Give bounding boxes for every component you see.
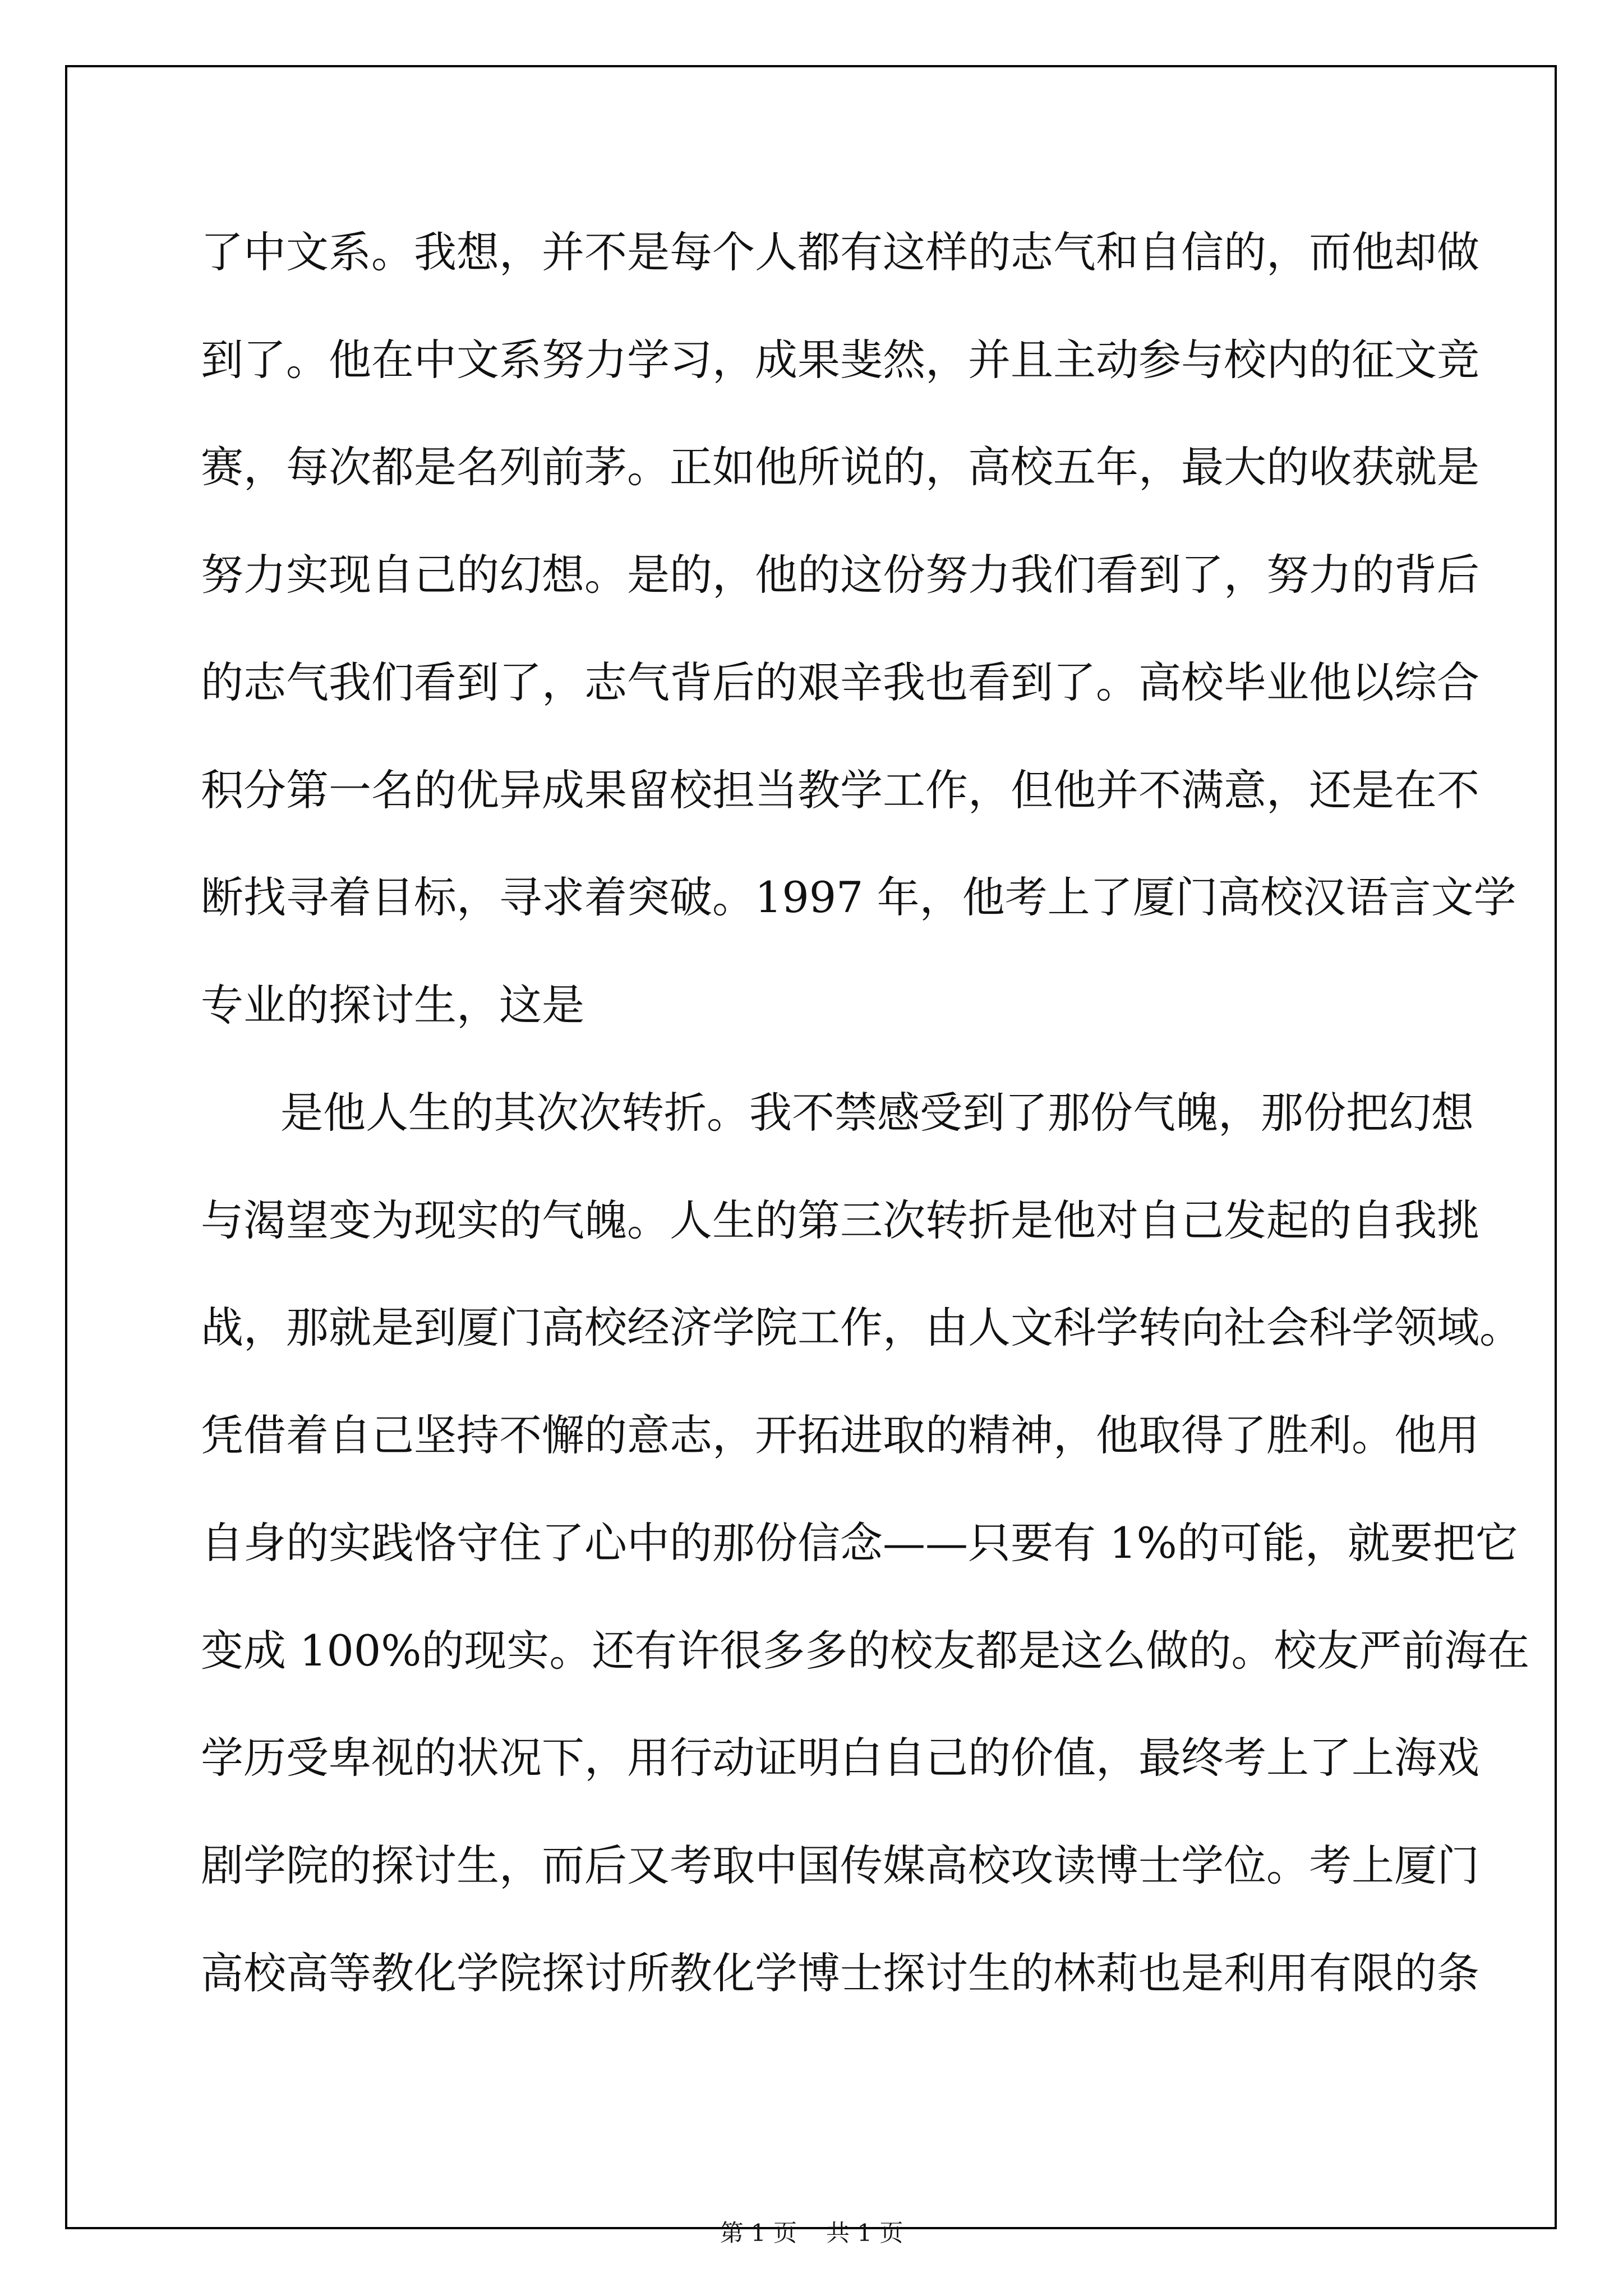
text-line: 与渴望变为现实的气魄。人生的第三次转折是他对自己发起的自我挑 <box>201 1195 1479 1245</box>
page-footer <box>0 2221 1623 2245</box>
text-line: 专业的探讨生，这是 <box>201 980 584 1030</box>
text-line: 了中文系。我想，并不是每个人都有这样的志气和自信的，而他却做 <box>201 227 1479 277</box>
text-line: 积分第一名的优异成果留校担当教学工作，但他并不满意，还是在不 <box>201 765 1479 815</box>
text-line: 变成 100%的现实。还有许很多多的校友都是这么做的。校友严前海在 <box>201 1626 1530 1676</box>
text-line: 的志气我们看到了，志气背后的艰辛我也看到了。高校毕业他以综合 <box>201 657 1479 707</box>
text-line: 学历受卑视的状况下，用行动证明白自己的价值，最终考上了上海戏 <box>201 1733 1479 1783</box>
text-line: 战，那就是到厦门高校经济学院工作，由人文科学转向社会科学领域。 <box>201 1303 1522 1352</box>
text-line: 到了。他在中文系努力学习，成果斐然，并且主动参与校内的征文竞 <box>201 335 1479 385</box>
text-line: 赛，每次都是名列前茅。正如他所说的，高校五年，最大的收获就是 <box>201 442 1479 492</box>
paragraph-start-line: 是他人生的其次次转折。我不禁感受到了那份气魄，那份把幻想 <box>280 1088 1474 1138</box>
page-border <box>65 65 1557 2229</box>
page-number: 第 1 页 <box>720 2219 797 2247</box>
text-line: 努力实现自己的幻想。是的，他的这份努力我们看到了，努力的背后 <box>201 550 1479 600</box>
text-line: 凭借着自己坚持不懈的意志，开拓进取的精神，他取得了胜利。他用 <box>201 1410 1479 1460</box>
text-line: 高校高等教化学院探讨所教化学博士探讨生的林莉也是利用有限的条 <box>201 1948 1479 1998</box>
page-total: 共 1 页 <box>826 2219 903 2247</box>
text-line: 剧学院的探讨生，而后又考取中国传媒高校攻读博士学位。考上厦门 <box>201 1841 1479 1890</box>
text-line: 自身的实践恪守住了心中的那份信念——只要有 1%的可能，就要把它 <box>201 1518 1518 1568</box>
text-line: 断找寻着目标，寻求着突破。1997 年，他考上了厦门高校汉语言文学 <box>201 872 1516 922</box>
